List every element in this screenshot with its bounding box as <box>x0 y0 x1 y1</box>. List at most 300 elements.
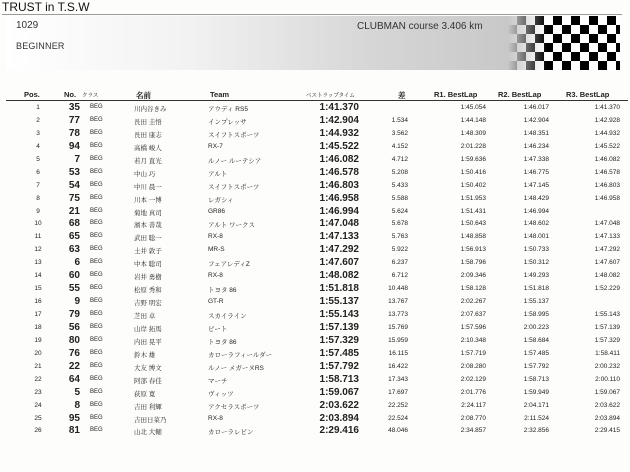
table-row <box>6 102 628 115</box>
cell-cls: BEG <box>90 388 103 395</box>
col-no: No. <box>64 90 77 99</box>
cell-pos: 15 <box>34 285 42 293</box>
cell-r1: 2:01.228 <box>460 142 486 150</box>
cell-cls: BEG <box>90 311 103 317</box>
table-row <box>6 128 628 141</box>
cell-no: 7 <box>74 153 80 165</box>
cell-no: 75 <box>68 192 80 204</box>
table-row <box>6 348 628 361</box>
cell-cls: BEG <box>90 401 103 408</box>
cell-pos: 24 <box>34 401 42 409</box>
cell-r3: 1:52.229 <box>594 285 620 293</box>
cell-r1: 1:59.636 <box>460 155 486 163</box>
cell-team: マーチ <box>208 377 228 385</box>
cell-no: 76 <box>68 347 80 359</box>
cell-cls: BEG <box>90 362 103 369</box>
cell-name: 川本 一博 <box>134 196 162 204</box>
cell-pos: 25 <box>34 414 42 422</box>
cell-best: 2:03.622 <box>319 399 359 411</box>
cell-best: 1:46.958 <box>319 192 359 204</box>
cell-r1: 1:50.643 <box>460 220 486 228</box>
cell-pos: 10 <box>34 220 42 228</box>
table-row <box>6 322 628 335</box>
cell-diff: 4.152 <box>391 142 408 150</box>
cell-diff: 5.678 <box>391 220 408 228</box>
cell-best: 1:46.082 <box>319 153 359 165</box>
cell-r2: 1:46.775 <box>523 168 549 176</box>
table-row <box>6 141 628 154</box>
cell-cls: BEG <box>90 323 103 330</box>
cell-best: 1:55.137 <box>319 296 359 308</box>
cell-r1: 1:48.309 <box>460 129 486 137</box>
cell-team: ルノー ルーテシア <box>208 157 262 165</box>
cell-r2: 1:46.994 <box>523 207 549 215</box>
cell-cls: BEG <box>90 298 103 305</box>
class-name: BEGINNER <box>16 41 65 51</box>
cell-name: 濱本 善哉 <box>134 222 162 230</box>
cell-pos: 26 <box>34 427 42 435</box>
cell-no: 22 <box>68 360 80 372</box>
cell-team: RX-8 <box>208 272 223 280</box>
cell-best: 1:48.082 <box>319 270 359 282</box>
cell-r3: 2:00.232 <box>594 362 620 370</box>
cell-no: 5 <box>74 386 80 398</box>
cell-r2: 2:11.524 <box>524 414 549 422</box>
cell-best: 1:57.485 <box>319 347 359 359</box>
cell-team: アルト ワークス <box>208 222 255 230</box>
cell-pos: 4 <box>36 142 40 150</box>
cell-name: 中川 晨一 <box>134 183 162 191</box>
cell-name: 吉田日菜乃 <box>134 416 167 424</box>
checkered-flag-icon <box>508 16 620 70</box>
page-title: TRUST in T.S.W <box>2 0 90 14</box>
cell-cls: BEG <box>90 427 103 434</box>
cell-best: 1:57.139 <box>319 321 359 333</box>
cell-r1: 2:02.129 <box>460 375 486 383</box>
cell-cls: BEG <box>90 375 103 382</box>
cell-r1: 1:57.719 <box>460 349 486 357</box>
cell-r1: 2:08.770 <box>460 414 486 422</box>
cell-r1: 2:24.117 <box>461 401 486 409</box>
col-best: ベストラップタイム <box>306 93 355 99</box>
cell-team: カローラレビン <box>208 429 254 437</box>
cell-cls: BEG <box>90 142 103 149</box>
cell-r3: 1:46.958 <box>594 194 620 202</box>
cell-diff: 6.712 <box>391 272 408 280</box>
cell-pos: 19 <box>34 336 42 344</box>
cell-name: 武田 聡一 <box>134 235 162 243</box>
cell-no: 21 <box>68 205 80 217</box>
event-banner <box>6 16 616 70</box>
cell-diff: 5.433 <box>391 181 408 189</box>
cell-team: MR-S <box>208 246 225 254</box>
cell-name: 中本 聡司 <box>134 261 162 269</box>
cell-diff: 13.773 <box>388 311 408 318</box>
cell-no: 54 <box>68 179 80 191</box>
cell-name: 大友 博文 <box>134 364 162 372</box>
cell-r3: 1:47.048 <box>594 220 620 228</box>
cell-no: 6 <box>74 257 80 269</box>
cell-r2: 1:58.713 <box>523 375 549 383</box>
cell-cls: BEG <box>90 116 103 123</box>
cell-diff: 5.208 <box>391 168 408 176</box>
cell-best: 1:46.994 <box>319 205 359 217</box>
cell-team: GR86 <box>208 207 225 215</box>
cell-r2: 1:50.312 <box>523 259 549 267</box>
table-row <box>6 115 628 128</box>
cell-name: 阿部 春佳 <box>134 377 162 385</box>
cell-pos: 9 <box>36 207 40 215</box>
table-row <box>6 335 628 348</box>
cell-r2: 1:59.949 <box>523 388 549 396</box>
cell-r2: 1:48.351 <box>523 129 549 137</box>
cell-r1: 2:02.267 <box>460 298 486 306</box>
col-pos: Pos. <box>24 90 40 99</box>
cell-r3: 2:03.894 <box>594 414 620 422</box>
cell-team: アウディ RS5 <box>208 106 248 113</box>
table-row <box>6 167 628 180</box>
cell-diff: 10.448 <box>388 285 408 293</box>
cell-r2: 1:42.904 <box>523 116 549 124</box>
cell-diff: 17.343 <box>388 375 408 383</box>
cell-cls: BEG <box>90 246 103 253</box>
cell-r3: 1:48.082 <box>594 272 620 280</box>
cell-name: 荻原 寛 <box>134 390 156 398</box>
cell-name: 山北 大輔 <box>134 429 162 437</box>
cell-pos: 8 <box>36 194 40 202</box>
cell-diff: 15.959 <box>388 336 408 344</box>
cell-team: ビート <box>208 325 228 333</box>
cell-team: RX-8 <box>208 414 223 422</box>
cell-diff: 13.767 <box>388 298 408 306</box>
cell-name: 吉田 利輝 <box>134 403 162 411</box>
cell-r2: 1:49.293 <box>523 272 549 280</box>
cell-r1: 1:58.128 <box>460 285 486 293</box>
cell-pos: 21 <box>34 362 42 370</box>
cell-pos: 17 <box>34 311 42 318</box>
cell-no: 56 <box>68 321 80 333</box>
cell-best: 1:47.292 <box>319 244 359 256</box>
cell-team: インプレッサ <box>208 118 247 126</box>
cell-pos: 12 <box>34 246 42 254</box>
cell-team: GT-R <box>208 298 224 306</box>
cell-best: 1:47.133 <box>319 231 359 243</box>
cell-r3: 2:03.622 <box>594 401 620 409</box>
col-r1: R1. BestLap <box>434 90 478 99</box>
cell-team: スイフトスポーツ <box>208 183 260 191</box>
cell-best: 1:42.904 <box>319 114 359 126</box>
cell-r3: 1:57.139 <box>594 323 620 331</box>
cell-no: 78 <box>68 127 80 139</box>
cell-diff: 22.524 <box>388 414 408 422</box>
cell-diff: 5.624 <box>391 207 408 215</box>
cell-r1: 1:51.953 <box>460 194 486 202</box>
cell-diff: 3.562 <box>391 129 408 137</box>
table-row <box>6 387 628 400</box>
cell-r3: 1:46.803 <box>594 181 620 189</box>
event-id: 1029 <box>16 20 39 31</box>
cell-best: 1:47.607 <box>319 257 359 269</box>
cell-diff: 5.763 <box>391 233 408 241</box>
cell-pos: 20 <box>34 349 42 357</box>
cell-r1: 1:58.796 <box>460 259 486 267</box>
cell-no: 60 <box>68 270 80 282</box>
table-row <box>6 193 628 206</box>
cell-best: 1:47.048 <box>319 218 359 230</box>
cell-name: 芝田 卓 <box>134 313 156 320</box>
cell-r1: 1:57.596 <box>460 323 486 331</box>
cell-r2: 1:57.485 <box>523 349 549 357</box>
cell-best: 1:59.067 <box>319 386 359 398</box>
cell-best: 1:55.143 <box>319 309 359 320</box>
cell-r2: 2:00.223 <box>523 323 549 331</box>
cell-best: 1:57.792 <box>319 360 359 372</box>
cell-r3: 1:47.607 <box>594 259 620 267</box>
cell-name: 高橋 峻人 <box>134 144 162 152</box>
cell-r1: 1:48.858 <box>460 233 486 241</box>
cell-pos: 13 <box>34 259 42 267</box>
cell-pos: 2 <box>36 116 40 124</box>
cell-team: カローラフィールダー <box>208 351 273 359</box>
cell-name: 長田 康志 <box>134 131 162 139</box>
title-underline <box>2 14 622 15</box>
cell-r2: 1:51.818 <box>523 285 549 293</box>
cell-name: 菊地 真司 <box>134 209 162 217</box>
cell-name: 山岸 拓馬 <box>134 325 162 333</box>
cell-r3: 1:47.292 <box>594 246 620 254</box>
cell-r2: 1:46.234 <box>523 142 549 150</box>
table-row <box>6 361 628 374</box>
cell-name: 松原 秀和 <box>134 287 162 295</box>
cell-cls: BEG <box>90 207 103 214</box>
cell-name: 内田 晃平 <box>134 338 162 346</box>
cell-no: 8 <box>74 399 80 411</box>
cell-r3: 1:59.067 <box>594 388 620 396</box>
cell-best: 1:57.329 <box>319 334 359 346</box>
cell-pos: 18 <box>34 323 42 331</box>
table-row <box>6 296 628 309</box>
cell-r1: 2:10.348 <box>460 336 486 344</box>
cell-cls: BEG <box>90 285 103 292</box>
cell-pos: 3 <box>36 129 40 137</box>
cell-no: 94 <box>68 140 80 152</box>
cell-no: 55 <box>68 283 80 295</box>
table-row <box>6 154 628 167</box>
cell-cls: BEG <box>90 336 103 343</box>
col-r3: R3. BestLap <box>566 90 610 99</box>
results-table-header <box>6 89 628 101</box>
cell-r3: 1:57.329 <box>594 336 620 344</box>
cell-r2: 1:48.001 <box>523 233 549 241</box>
cell-no: 65 <box>68 231 80 243</box>
table-row <box>6 425 628 438</box>
cell-r3: 1:44.932 <box>594 129 620 137</box>
cell-cls: BEG <box>90 155 103 162</box>
cell-cls: BEG <box>90 129 103 136</box>
cell-no: 81 <box>68 425 80 437</box>
cell-r1: 2:01.776 <box>460 388 486 396</box>
table-row <box>6 180 628 193</box>
cell-diff: 5.588 <box>391 194 408 202</box>
cell-pos: 14 <box>34 272 42 280</box>
col-class: クラス <box>82 93 99 99</box>
cell-no: 77 <box>68 114 80 126</box>
cell-r1: 1:45.054 <box>460 104 486 111</box>
cell-cls: BEG <box>90 272 103 279</box>
table-row <box>6 231 628 244</box>
cell-name: 吉野 明宏 <box>134 300 162 308</box>
cell-diff: 6.237 <box>391 259 408 267</box>
cell-no: 95 <box>68 412 80 424</box>
table-row <box>6 270 628 283</box>
table-row <box>6 413 628 426</box>
cell-r1: 2:07.637 <box>460 311 486 318</box>
cell-r1: 1:56.913 <box>460 246 486 254</box>
cell-r3: 1:45.522 <box>594 142 620 150</box>
cell-cls: BEG <box>90 104 103 110</box>
cell-pos: 16 <box>34 298 42 306</box>
cell-team: アクセラスポーツ <box>208 403 260 411</box>
cell-team: ルノー メガーヌRS <box>208 364 264 372</box>
cell-diff: 16.422 <box>388 362 408 370</box>
cell-cls: BEG <box>90 220 103 227</box>
cell-name: 若月 直光 <box>134 157 162 165</box>
cell-diff: 1.534 <box>391 116 408 124</box>
cell-r3: 1:58.411 <box>595 349 620 357</box>
cell-r3: 1:46.578 <box>594 168 620 176</box>
table-row <box>6 374 628 387</box>
cell-r2: 1:47.145 <box>523 181 549 189</box>
cell-best: 1:45.522 <box>319 140 359 152</box>
cell-no: 64 <box>68 373 80 385</box>
cell-best: 1:44.932 <box>319 127 359 139</box>
col-team: Team <box>210 90 230 99</box>
cell-r2: 1:48.602 <box>523 220 549 228</box>
table-row <box>6 309 628 322</box>
cell-best: 1:46.578 <box>319 166 359 178</box>
cell-team: スイフトスポーツ <box>208 131 260 139</box>
cell-r1: 2:09.346 <box>460 272 486 280</box>
cell-r2: 1:48.429 <box>523 194 549 202</box>
cell-name: 岩井 勇樹 <box>134 274 162 282</box>
cell-r2: 1:47.338 <box>523 155 549 163</box>
col-diff: 差 <box>398 91 406 100</box>
cell-cls: BEG <box>90 181 103 188</box>
cell-no: 68 <box>68 218 80 230</box>
cell-r3: 1:46.082 <box>594 155 620 163</box>
cell-no: 63 <box>68 244 80 256</box>
cell-team: トヨタ 86 <box>208 287 237 295</box>
cell-cls: BEG <box>90 233 103 240</box>
cell-r3: 1:47.133 <box>594 233 620 241</box>
cell-no: 9 <box>74 296 80 308</box>
cell-cls: BEG <box>90 349 103 356</box>
cell-team: RX-7 <box>208 142 223 150</box>
cell-team: RX-8 <box>208 233 223 241</box>
cell-r1: 2:34.857 <box>460 427 486 435</box>
cell-team: ヴィッツ <box>208 390 234 398</box>
cell-r2: 1:57.792 <box>523 362 549 370</box>
cell-no: 80 <box>68 334 80 346</box>
cell-pos: 1 <box>36 104 40 111</box>
cell-no: 53 <box>68 166 80 178</box>
cell-best: 1:41.370 <box>319 102 359 113</box>
cell-r2: 2:04.171 <box>523 401 549 409</box>
cell-name: 土井 敦子 <box>134 248 162 256</box>
cell-name: 川内谷きみ <box>134 106 167 113</box>
cell-r1: 1:50.416 <box>460 168 486 176</box>
cell-r1: 1:51.431 <box>460 207 486 215</box>
cell-pos: 7 <box>36 181 40 189</box>
course-info: CLUBMAN course 3.406 km <box>357 21 483 32</box>
table-row <box>6 400 628 413</box>
cell-best: 1:58.713 <box>319 373 359 385</box>
cell-pos: 11 <box>34 233 42 241</box>
table-row <box>6 206 628 219</box>
cell-diff: 48.046 <box>388 427 408 435</box>
col-name: 名前 <box>136 91 151 100</box>
cell-team: フェアレディZ <box>208 261 250 269</box>
cell-diff: 22.252 <box>388 401 408 409</box>
cell-diff: 4.712 <box>391 155 408 163</box>
cell-r3: 1:42.928 <box>594 116 620 124</box>
cell-no: 35 <box>68 102 80 113</box>
cell-r2: 1:50.733 <box>523 246 549 254</box>
cell-best: 1:46.803 <box>319 179 359 191</box>
cell-pos: 22 <box>34 375 42 383</box>
cell-diff: 5.922 <box>391 246 408 254</box>
cell-team: スカイライン <box>208 313 247 320</box>
cell-best: 2:29.416 <box>319 425 359 437</box>
cell-team: レガシィ <box>208 196 234 204</box>
cell-cls: BEG <box>90 259 103 266</box>
cell-r1: 1:44.148 <box>460 116 486 124</box>
results-table-body <box>6 102 628 438</box>
col-r2: R2. BestLap <box>498 90 542 99</box>
cell-r1: 2:08.280 <box>460 362 486 370</box>
cell-diff: 16.115 <box>388 349 408 357</box>
table-row <box>6 218 628 231</box>
cell-name: 鈴木 雄 <box>134 351 156 359</box>
cell-r2: 1:46.017 <box>523 104 549 111</box>
cell-r3: 1:55.143 <box>594 311 620 318</box>
cell-pos: 23 <box>34 388 42 396</box>
cell-r3: 1:41.370 <box>594 104 620 111</box>
table-row <box>6 283 628 296</box>
cell-r3: 2:29.415 <box>594 427 620 435</box>
cell-cls: BEG <box>90 194 103 201</box>
cell-pos: 6 <box>36 168 40 176</box>
table-row <box>6 244 628 257</box>
cell-pos: 5 <box>36 155 40 163</box>
cell-best: 2:03.894 <box>319 412 359 424</box>
cell-r3: 2:00.110 <box>595 375 620 383</box>
cell-diff: 15.769 <box>388 323 408 331</box>
cell-r2: 1:55.137 <box>523 298 549 306</box>
cell-r1: 1:50.402 <box>460 181 486 189</box>
cell-diff: 17.697 <box>388 388 408 396</box>
cell-r2: 1:58.684 <box>523 336 549 344</box>
cell-best: 1:51.818 <box>319 283 359 295</box>
cell-cls: BEG <box>90 168 103 175</box>
cell-team: アルト <box>208 170 228 178</box>
cell-r2: 2:32.856 <box>523 427 549 435</box>
cell-cls: BEG <box>90 414 103 421</box>
cell-team: トヨタ 86 <box>208 338 237 346</box>
cell-r2: 1:58.995 <box>523 311 549 318</box>
cell-name: 長田 圭悟 <box>134 118 162 126</box>
cell-no: 79 <box>68 309 80 320</box>
